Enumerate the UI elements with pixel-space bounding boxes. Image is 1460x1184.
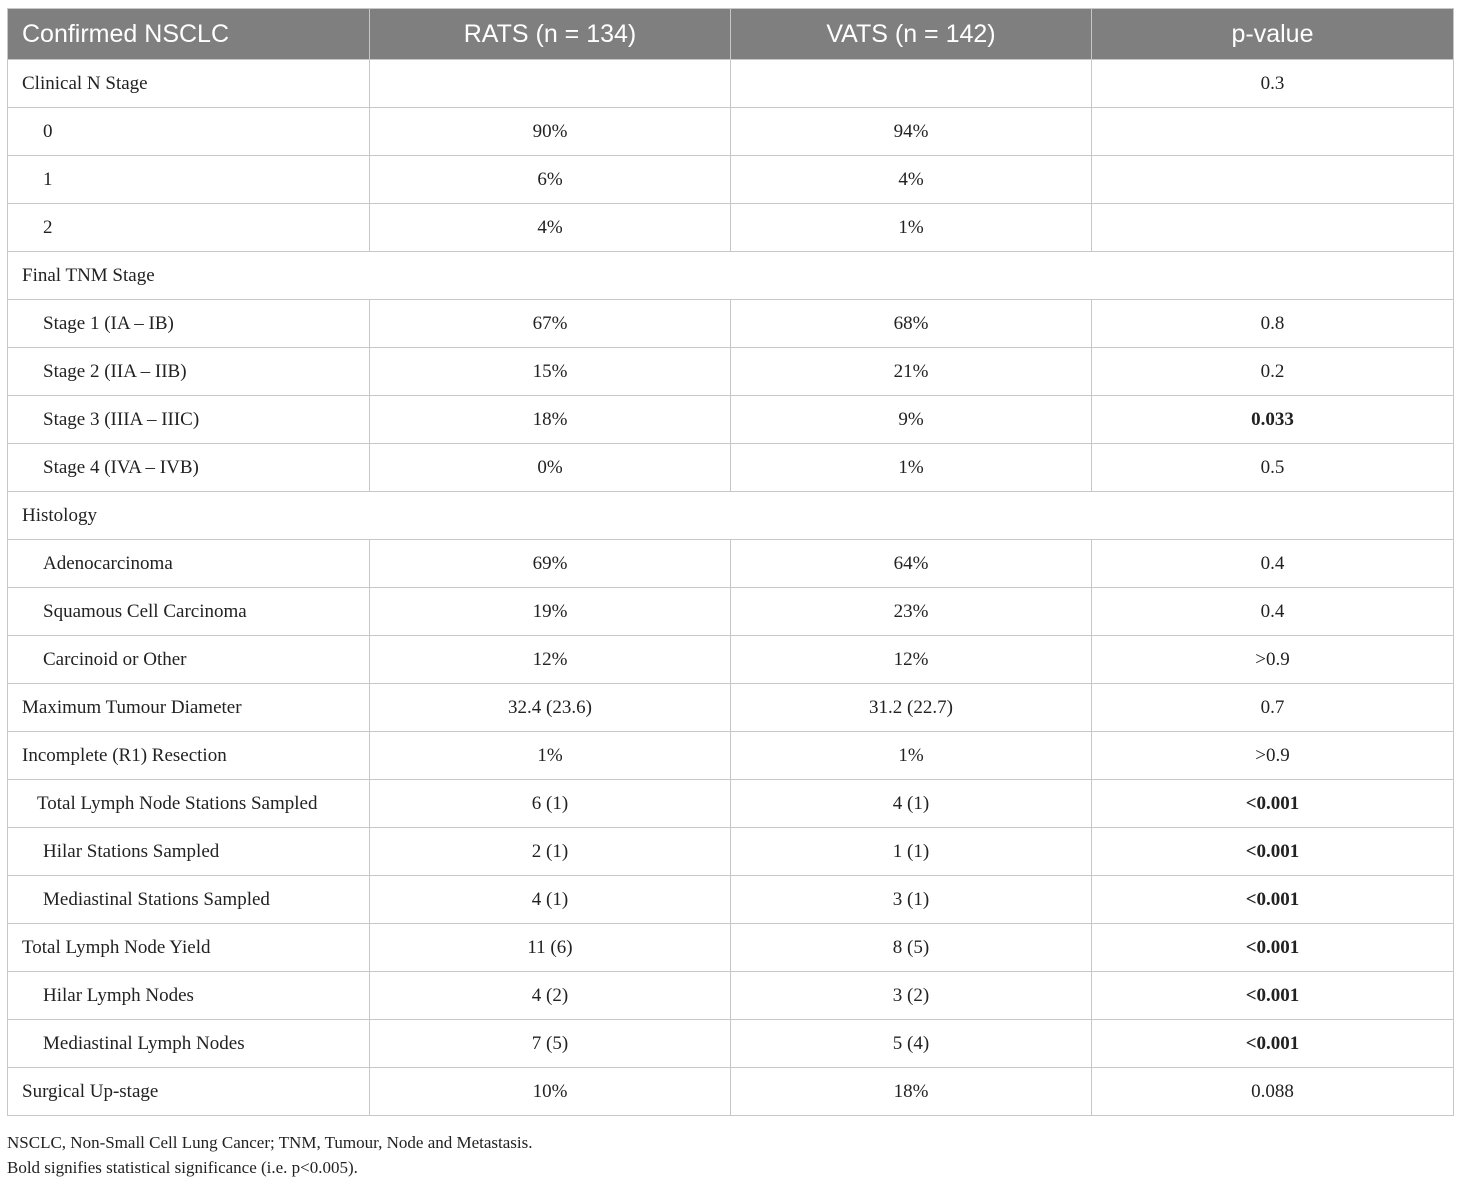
cell-p-value: <0.001 [1092, 828, 1454, 876]
table-row [8, 972, 1454, 1020]
row-label: 0 [8, 108, 370, 156]
cell-p-value [1092, 204, 1454, 252]
row-label: Squamous Cell Carcinoma [8, 588, 370, 636]
cell-rats: 11 (6) [370, 924, 731, 972]
cell-vats [731, 60, 1092, 108]
table-row [8, 780, 1454, 828]
cell-vats: 31.2 (22.7) [731, 684, 1092, 732]
table-row [8, 588, 1454, 636]
cell-vats: 3 (1) [731, 876, 1092, 924]
cell-p-value: 0.5 [1092, 444, 1454, 492]
table-row [8, 108, 1454, 156]
cell-vats: 3 (2) [731, 972, 1092, 1020]
cell-p-value: >0.9 [1092, 636, 1454, 684]
row-label: Mediastinal Stations Sampled [8, 876, 370, 924]
cell-vats: 4 (1) [731, 780, 1092, 828]
table-row [8, 60, 1454, 108]
header-p-value: p-value [1092, 9, 1454, 60]
row-label: Mediastinal Lymph Nodes [8, 1020, 370, 1068]
header-group: Confirmed NSCLC [8, 9, 370, 60]
cell-rats: 19% [370, 588, 731, 636]
table-body [8, 60, 1454, 1116]
cell-rats: 10% [370, 1068, 731, 1116]
cell-p-value: <0.001 [1092, 780, 1454, 828]
cell-p-value: 0.4 [1092, 588, 1454, 636]
cell-vats: 21% [731, 348, 1092, 396]
table-row [8, 396, 1454, 444]
table-row [8, 540, 1454, 588]
table-row [8, 684, 1454, 732]
row-label: Maximum Tumour Diameter [8, 684, 370, 732]
footnote-abbreviations: NSCLC, Non-Small Cell Lung Cancer; TNM, Tumour, Node and Metastasis. [7, 1133, 533, 1152]
row-label: Total Lymph Node Stations Sampled [8, 780, 370, 828]
header-row [8, 9, 1454, 60]
cell-vats: 4% [731, 156, 1092, 204]
header-vats: VATS (n = 142) [731, 9, 1092, 60]
results-table [7, 8, 1454, 1116]
table-footnotes [7, 1130, 533, 1180]
row-label: Hilar Lymph Nodes [8, 972, 370, 1020]
cell-vats: 1% [731, 204, 1092, 252]
cell-p-value: <0.001 [1092, 972, 1454, 1020]
table-row [8, 1068, 1454, 1116]
cell-rats: 6% [370, 156, 731, 204]
row-label: 1 [8, 156, 370, 204]
cell-rats: 4% [370, 204, 731, 252]
table-row [8, 300, 1454, 348]
row-label: Incomplete (R1) Resection [8, 732, 370, 780]
cell-vats: 1% [731, 732, 1092, 780]
cell-p-value: 0.088 [1092, 1068, 1454, 1116]
table-row [8, 876, 1454, 924]
table-row [8, 732, 1454, 780]
row-label: Total Lymph Node Yield [8, 924, 370, 972]
table-row [8, 828, 1454, 876]
cell-rats: 15% [370, 348, 731, 396]
cell-p-value: 0.3 [1092, 60, 1454, 108]
cell-vats: 23% [731, 588, 1092, 636]
cell-rats: 69% [370, 540, 731, 588]
cell-vats: 5 (4) [731, 1020, 1092, 1068]
cell-rats [370, 60, 731, 108]
cell-p-value: 0.033 [1092, 396, 1454, 444]
row-label: Final TNM Stage [8, 252, 1454, 300]
table-row [8, 492, 1454, 540]
table-row [8, 444, 1454, 492]
table-row [8, 924, 1454, 972]
header-rats: RATS (n = 134) [370, 9, 731, 60]
cell-p-value: 0.2 [1092, 348, 1454, 396]
row-label: Stage 1 (IA – IB) [8, 300, 370, 348]
cell-vats: 9% [731, 396, 1092, 444]
row-label: Histology [8, 492, 1454, 540]
table-row [8, 636, 1454, 684]
cell-rats: 67% [370, 300, 731, 348]
cell-rats: 1% [370, 732, 731, 780]
row-label: Stage 2 (IIA – IIB) [8, 348, 370, 396]
cell-p-value: >0.9 [1092, 732, 1454, 780]
cell-rats: 2 (1) [370, 828, 731, 876]
row-label: Clinical N Stage [8, 60, 370, 108]
cell-vats: 1 (1) [731, 828, 1092, 876]
cell-vats: 18% [731, 1068, 1092, 1116]
row-label: Stage 4 (IVA – IVB) [8, 444, 370, 492]
cell-rats: 7 (5) [370, 1020, 731, 1068]
cell-rats: 32.4 (23.6) [370, 684, 731, 732]
cell-rats: 4 (1) [370, 876, 731, 924]
cell-p-value: 0.8 [1092, 300, 1454, 348]
cell-vats: 12% [731, 636, 1092, 684]
row-label: Stage 3 (IIIA – IIIC) [8, 396, 370, 444]
cell-p-value: <0.001 [1092, 924, 1454, 972]
cell-p-value: <0.001 [1092, 876, 1454, 924]
cell-p-value: <0.001 [1092, 1020, 1454, 1068]
row-label: Hilar Stations Sampled [8, 828, 370, 876]
cell-rats: 0% [370, 444, 731, 492]
cell-rats: 18% [370, 396, 731, 444]
results-table-container [7, 8, 1453, 1116]
table-row [8, 156, 1454, 204]
row-label: Surgical Up-stage [8, 1068, 370, 1116]
cell-rats: 90% [370, 108, 731, 156]
cell-rats: 4 (2) [370, 972, 731, 1020]
cell-vats: 64% [731, 540, 1092, 588]
table-row [8, 348, 1454, 396]
table-row [8, 204, 1454, 252]
cell-p-value: 0.4 [1092, 540, 1454, 588]
table-row [8, 1020, 1454, 1068]
cell-vats: 94% [731, 108, 1092, 156]
cell-p-value: 0.7 [1092, 684, 1454, 732]
cell-rats: 12% [370, 636, 731, 684]
table-row [8, 252, 1454, 300]
footnote-significance: Bold signifies statistical significance (i.e. p<0.005). [7, 1158, 358, 1177]
row-label: Carcinoid or Other [8, 636, 370, 684]
cell-p-value [1092, 108, 1454, 156]
cell-vats: 68% [731, 300, 1092, 348]
row-label: 2 [8, 204, 370, 252]
cell-vats: 8 (5) [731, 924, 1092, 972]
cell-p-value [1092, 156, 1454, 204]
cell-rats: 6 (1) [370, 780, 731, 828]
row-label: Adenocarcinoma [8, 540, 370, 588]
cell-vats: 1% [731, 444, 1092, 492]
